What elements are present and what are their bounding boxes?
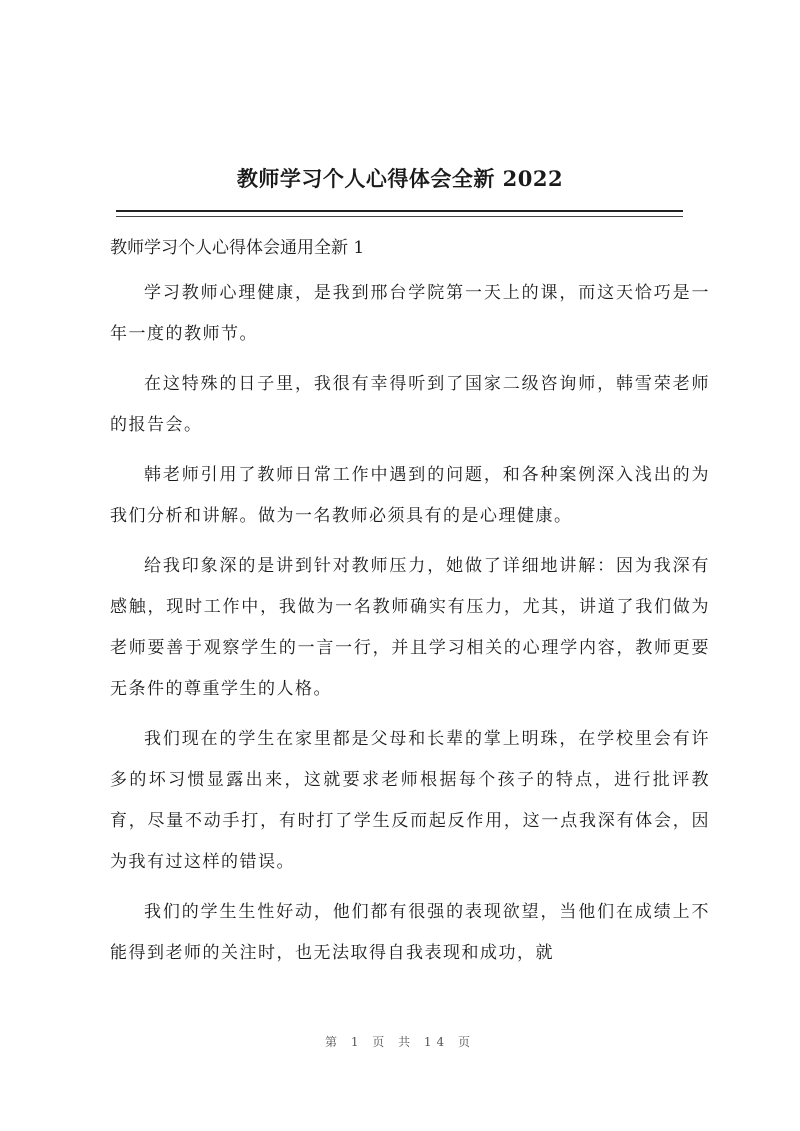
document-title: 教师学习个人心得体会全新 2022 (236, 166, 564, 191)
section-heading: 教师学习个人心得体会通用全新 1 (110, 238, 365, 258)
paragraph: 给我印象深的是讲到针对教师压力，她做了详细地讲解：因为我深有感触，现时工作中，我做为一名教师确实有压力，尤其，讲道了我们做为老师要善于观察学生的一言一行，并且学习相关的心理学内容，教师更要无条件的尊重学生的人格。 (110, 556, 710, 699)
title-divider-thin (116, 216, 683, 217)
paragraph: 我们的学生生性好动，他们都有很强的表现欲望，当他们在成绩上不能得到老师的关注时，也无法取得自我表现和成功，就 (110, 902, 710, 963)
paragraph: 我们现在的学生在家里都是父母和长辈的掌上明珠，在学校里会有许多的坏习惯显露出来，这就要求老师根据每个孩子的特点，进行批评教育，尽量不动手打，有时打了学生反而起反作用，这一点我深有体会，因为我有过这样的错误。 (110, 729, 710, 872)
title-divider-thick (116, 210, 683, 212)
paragraph: 在这特殊的日子里，我很有幸得听到了国家二级咨询师，韩雪荣老师的报告会。 (110, 374, 710, 435)
paragraph: 韩老师引用了教师日常工作中遇到的问题，和各种案例深入浅出的为我们分析和讲解。做为一名教师必须具有的是心理健康。 (110, 465, 710, 526)
page-number-footer: 第 1 页 共 14 页 (325, 1035, 475, 1049)
document-body (110, 232, 710, 983)
paragraph: 学习教师心理健康，是我到邢台学院第一天上的课，而这天恰巧是一年一度的教师节。 (110, 283, 710, 344)
